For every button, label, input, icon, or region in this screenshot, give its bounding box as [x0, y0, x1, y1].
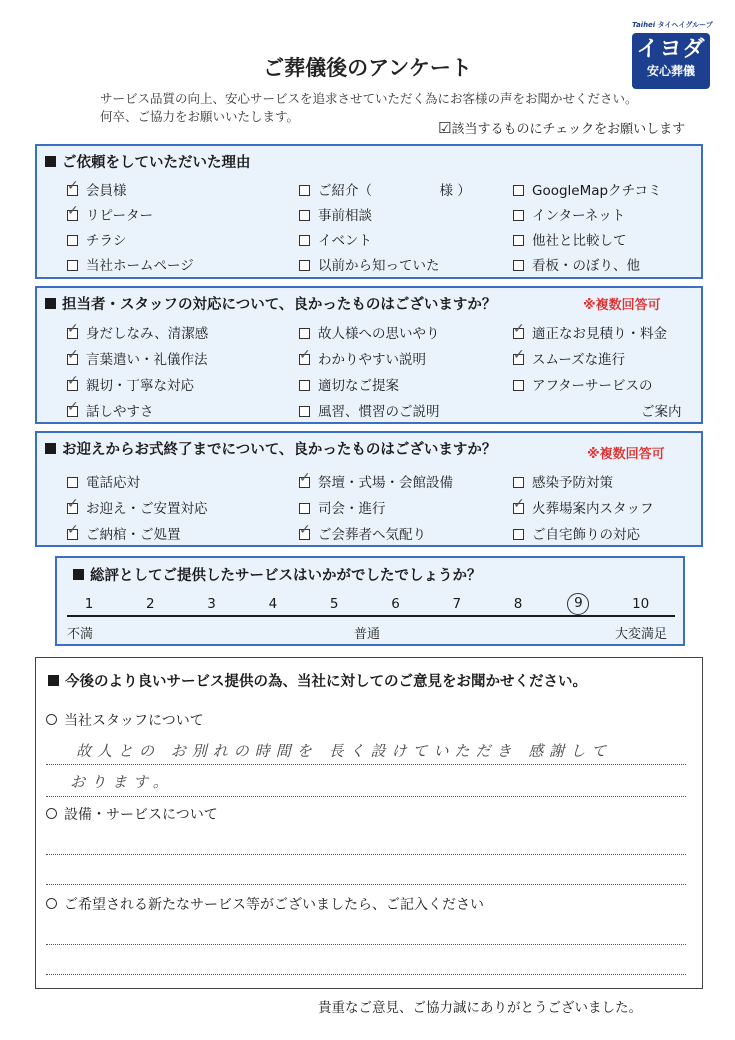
page-title: ご葬儀後のアンケート [263, 56, 472, 80]
checkbox-icon[interactable] [67, 185, 78, 196]
checkbox-icon[interactable] [67, 235, 78, 246]
answer-line[interactable] [46, 974, 686, 975]
checkbox-icon[interactable] [513, 503, 524, 514]
rating-low-label: 不満 [67, 627, 94, 642]
option-label: 感染予防対策 [532, 475, 613, 491]
checkbox-icon[interactable] [299, 380, 310, 391]
option-label: アフターサービスの [532, 378, 653, 394]
answer-line[interactable] [46, 884, 686, 885]
ceremony-option-infection[interactable] [513, 471, 613, 491]
comments-heading [48, 670, 587, 691]
square-bullet-icon [48, 675, 59, 686]
staff-option-smooth[interactable] [513, 348, 625, 368]
checkbox-icon[interactable] [299, 406, 310, 417]
rating-number-9[interactable]: 9 [567, 593, 589, 615]
option-label: わかりやすい説明 [318, 352, 426, 368]
answer-line[interactable] [46, 764, 686, 765]
intro-line-2: 何卒、ご協力をお願いいたします。 [100, 109, 300, 124]
option-label: 祭壇・式場・会館設備 [318, 475, 453, 491]
staff-heading-text: 担当者・スタッフの対応について、良かったものはございますか？ [62, 297, 497, 313]
checkbox-icon[interactable] [513, 260, 524, 271]
checkbox-icon[interactable] [513, 210, 524, 221]
reason-heading-text: ご依頼をしていただいた理由 [62, 155, 251, 171]
option-label: ご自宅飾りの対応 [532, 527, 640, 543]
checkbox-icon[interactable] [513, 380, 524, 391]
ceremony-heading [45, 438, 496, 459]
rating-number-7[interactable]: 7 [452, 596, 462, 612]
facility-comment-question [46, 804, 218, 824]
ceremony-heading-text: お迎えからお式終了までについて、良かったものはございますか？ [62, 442, 497, 458]
logo-subtitle: 安心葬儀 [646, 64, 695, 78]
reason-option-event[interactable] [299, 229, 372, 249]
reason-option-known[interactable] [299, 254, 440, 274]
square-bullet-icon [45, 156, 56, 167]
ceremony-section [35, 431, 703, 547]
checkbox-icon[interactable] [513, 477, 524, 488]
checkbox-icon[interactable] [67, 529, 78, 540]
checkbox-icon[interactable] [513, 529, 524, 540]
staff-option-aftercare[interactable] [513, 374, 653, 394]
staff-comment-answer-line-2: おります。 [70, 773, 174, 791]
option-label: スムーズな進行 [532, 352, 626, 368]
option-label: 看板・のぼり、他 [532, 258, 640, 274]
option-label: 適正なお見積り・料金 [532, 326, 667, 342]
multiple-answer-note: ※複数回答可 [583, 298, 661, 313]
staff-comment-question [46, 710, 204, 730]
staff-option-proposal[interactable] [299, 374, 399, 394]
rating-mid-label: 普通 [354, 627, 381, 642]
checkbox-icon[interactable] [299, 503, 310, 514]
circle-bullet-icon [46, 714, 57, 725]
option-label: GoogleMapクチコミ [532, 183, 662, 199]
new-service-comment-question [46, 894, 484, 914]
check-instruction [438, 118, 685, 137]
option-label: インターネット [532, 208, 626, 224]
option-label: お迎え・ご安置対応 [86, 501, 208, 517]
option-label: 親切・丁寧な対応 [86, 378, 194, 394]
staff-option-compassion[interactable] [299, 322, 440, 342]
reason-option-flyer[interactable] [67, 229, 127, 249]
staff-section [35, 286, 703, 424]
reason-heading [45, 151, 251, 172]
circle-bullet-icon [46, 898, 57, 909]
option-label: イベント [318, 233, 372, 249]
reason-option-googlemap[interactable] [513, 179, 662, 199]
option-label: チラシ [86, 233, 127, 249]
intro-line-1: サービス品質の向上、安心サービスを追求させていただく為にお客様の声をお聞かせください。 [100, 91, 638, 106]
closing-message: 貴重なご意見、ご協力誠にありがとうございました。 [318, 1000, 642, 1016]
checkbox-icon[interactable] [299, 185, 310, 196]
staff-option-customs[interactable] [299, 400, 440, 420]
rating-heading-text: 総評としてご提供したサービスはいかがでしたでしょうか？ [90, 568, 482, 584]
rating-number-6[interactable]: 6 [391, 596, 400, 612]
rating-number-10[interactable]: 10 [632, 596, 650, 612]
multiple-answer-note: ※複数回答可 [587, 447, 665, 462]
rating-number-8[interactable]: 8 [513, 596, 523, 612]
staff-option-appearance[interactable] [67, 322, 208, 342]
rating-number-3[interactable]: 3 [207, 596, 216, 612]
checkbox-icon[interactable] [67, 380, 78, 391]
option-label: リピーター [86, 208, 153, 224]
question-text: 設備・サービスについて [64, 807, 218, 823]
rating-number-4[interactable]: 4 [268, 596, 278, 612]
square-bullet-icon [45, 298, 56, 309]
checkbox-icon[interactable] [67, 328, 78, 339]
checkbox-icon[interactable] [299, 260, 310, 271]
aftercare-continuation: ご案内 [641, 404, 682, 420]
checkbox-icon[interactable] [299, 328, 310, 339]
ceremony-option-attendees[interactable] [299, 523, 426, 543]
question-text: 当社スタッフについて [64, 713, 204, 729]
ceremony-option-mc[interactable] [299, 497, 386, 517]
option-label: 当社ホームページ [86, 258, 194, 274]
reason-option-signboard[interactable] [513, 254, 640, 274]
option-label: 他社と比較して [532, 233, 627, 249]
logo-brand: Taihei [632, 21, 656, 29]
staff-option-manners[interactable] [67, 348, 208, 368]
staff-option-approachable[interactable] [67, 400, 154, 420]
checkbox-icon[interactable] [67, 260, 78, 271]
square-bullet-icon [45, 443, 56, 454]
option-label: 会員様 [86, 183, 127, 199]
checkbox-icon[interactable] [513, 185, 524, 196]
rating-number-2[interactable]: 2 [146, 596, 155, 612]
logo-group: タイヘイグループ [657, 21, 713, 29]
rating-number-5[interactable]: 5 [329, 596, 339, 612]
reason-option-repeater[interactable] [67, 204, 153, 224]
square-bullet-icon [73, 569, 84, 580]
reason-option-internet[interactable] [513, 204, 625, 224]
option-label: 適切なご提案 [318, 378, 399, 394]
checkbox-icon[interactable] [67, 477, 78, 488]
ceremony-option-pickup[interactable] [67, 497, 208, 517]
option-label: 事前相談 [318, 208, 372, 224]
option-label: 司会・進行 [318, 501, 386, 517]
option-label: 電話応対 [86, 475, 140, 491]
rating-heading [73, 564, 482, 585]
ceremony-option-phone[interactable] [67, 471, 140, 491]
checkbox-icon[interactable] [67, 503, 78, 514]
staff-option-kindness[interactable] [67, 374, 194, 394]
checkbox-icon[interactable] [299, 210, 310, 221]
answer-line[interactable] [46, 796, 686, 797]
option-label: 言葉遣い・礼儀作法 [86, 352, 208, 368]
reason-section [35, 144, 703, 279]
option-label: 故人様への思いやり [318, 326, 440, 342]
logo-top-line [632, 20, 712, 30]
ceremony-option-home-decoration[interactable] [513, 523, 640, 543]
reason-option-homepage[interactable] [67, 254, 194, 274]
ceremony-option-facility[interactable] [299, 471, 453, 491]
checkbox-icon[interactable] [67, 354, 78, 365]
reason-option-consultation[interactable] [299, 204, 372, 224]
checkbox-icon[interactable] [67, 210, 78, 221]
option-label: 風習、慣習のご説明 [318, 404, 440, 420]
staff-heading [45, 293, 496, 314]
option-label: ご納棺・ご処置 [86, 527, 181, 543]
staff-option-estimate[interactable] [513, 322, 667, 342]
option-label: ご紹介（ 様 ） [318, 183, 471, 199]
option-label: 身だしなみ、清潔感 [86, 326, 209, 342]
checkbox-icon[interactable] [299, 477, 310, 488]
rating-scale-line [67, 615, 675, 617]
ceremony-option-crematorium[interactable] [513, 497, 654, 517]
checkbox-icon[interactable] [513, 328, 524, 339]
ceremony-option-encoffining[interactable] [67, 523, 181, 543]
checkbox-icon[interactable] [299, 354, 310, 365]
checkbox-icon[interactable] [299, 235, 310, 246]
staff-comment-answer-line-1: 故人との お別れの時間を 長く設けていただき 感謝して [76, 742, 613, 760]
check-mark-icon: ☑ [438, 119, 452, 137]
rating-section [55, 556, 685, 646]
comments-heading-text: 今後のより良いサービス提供の為、当社に対してのご意見をお聞かせください。 [65, 674, 587, 690]
check-instruction-text: 該当するものにチェックをお願いします [451, 122, 686, 137]
option-label: 話しやすさ [86, 404, 154, 420]
comments-section [35, 657, 703, 989]
reason-option-compared[interactable] [513, 229, 627, 249]
checkbox-icon[interactable] [513, 354, 524, 365]
option-label: 以前から知っていた [318, 258, 440, 274]
checkbox-icon[interactable] [513, 235, 524, 246]
reason-option-member[interactable] [67, 179, 127, 199]
rating-number-1[interactable]: 1 [84, 596, 94, 612]
checkbox-icon[interactable] [299, 529, 310, 540]
option-label: 火葬場案内スタッフ [532, 501, 654, 517]
staff-option-explanation[interactable] [299, 348, 426, 368]
logo-name: イヨダ [636, 37, 706, 62]
checkbox-icon[interactable] [67, 406, 78, 417]
option-label: ご会葬者へ気配り [318, 527, 426, 543]
reason-option-referral[interactable] [299, 179, 471, 199]
circle-bullet-icon [46, 808, 57, 819]
question-text: ご希望される新たなサービス等がございましたら、ご記入ください [64, 897, 484, 913]
answer-line[interactable] [46, 854, 686, 855]
answer-line[interactable] [46, 944, 686, 945]
rating-high-label: 大変満足 [615, 627, 668, 642]
